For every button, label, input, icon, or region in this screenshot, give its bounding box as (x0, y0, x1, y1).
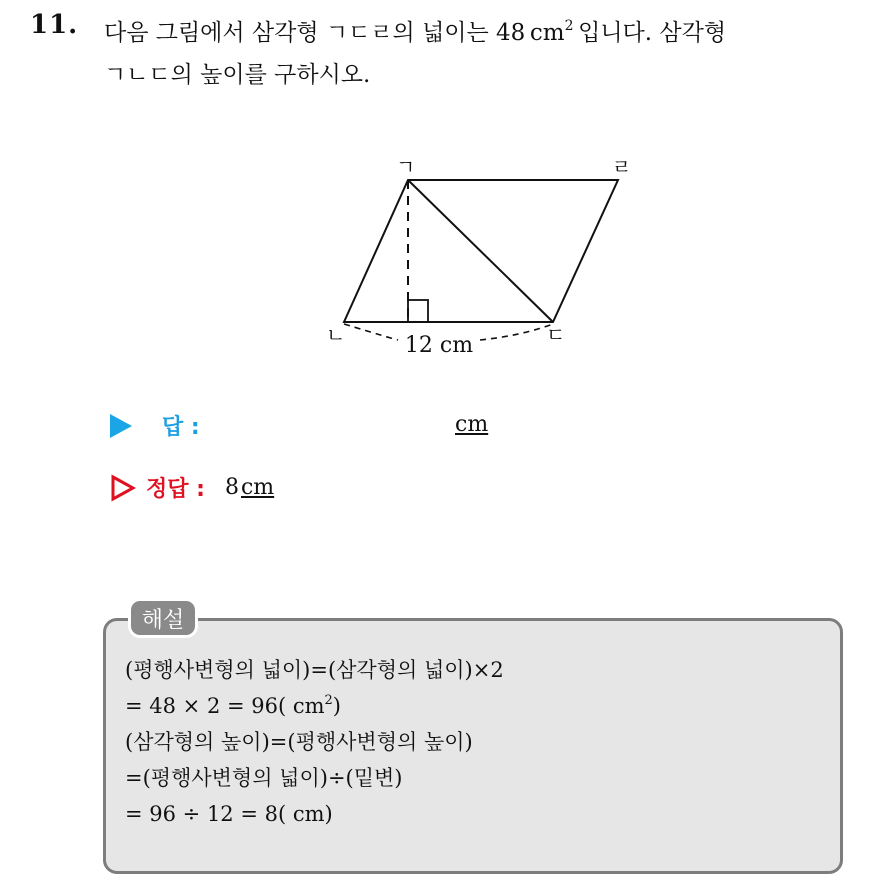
diagonal-line (408, 180, 553, 322)
parallelogram-figure (320, 150, 660, 365)
right-angle-mark (408, 300, 428, 322)
solution-line-1: (평행사변형의 넓이)=(삼각형의 넓이)×2 (125, 658, 504, 682)
solution-line-2: = 48 × 2 = 96( $cm^2$) (125, 693, 341, 718)
base-length-label: 12 cm (404, 333, 474, 358)
base-brace (344, 324, 398, 340)
vertex-label-d: ㄹ (612, 155, 632, 179)
correct-answer-row (110, 472, 274, 503)
solution-tag: 해설 (128, 598, 198, 638)
correct-answer-value: 8cm (224, 475, 275, 500)
solution-line-5: = 96 ÷ 12 = 8( cm) (125, 802, 333, 826)
hollow-play-icon (110, 474, 136, 502)
area-unit: cm (529, 20, 565, 46)
solution-line-4: =(평행사변형의 넓이)÷(밑변) (125, 766, 403, 790)
vertex-label-a: ㄱ (396, 155, 416, 179)
correct-answer-unit: cm (240, 475, 275, 500)
solution-text (125, 652, 504, 832)
vertex-label-b: ㄴ (326, 323, 346, 347)
solution-line-3: (삼각형의 높이)=(평행사변형의 높이) (125, 730, 473, 754)
base-brace-right (480, 324, 553, 340)
question-number: 11. (30, 10, 79, 40)
correct-answer-label: 정답 : (146, 477, 205, 502)
vertex-label-c: ㄷ (546, 323, 566, 347)
question-line-2: ㄱㄴㄷ의 높이를 구하시오. (104, 62, 371, 88)
area-exponent: 2 (564, 18, 574, 34)
answer-label: 답 : (162, 415, 200, 440)
question-line-1: 다음 그림에서 삼각형 ㄱㄷㄹ의 넓이는 48 $cm^2$ 입니다. 삼각형 (104, 18, 727, 46)
answer-unit: cm (455, 412, 489, 437)
question-text (104, 12, 874, 96)
play-arrow-icon (110, 414, 132, 438)
answer-row (110, 410, 200, 441)
